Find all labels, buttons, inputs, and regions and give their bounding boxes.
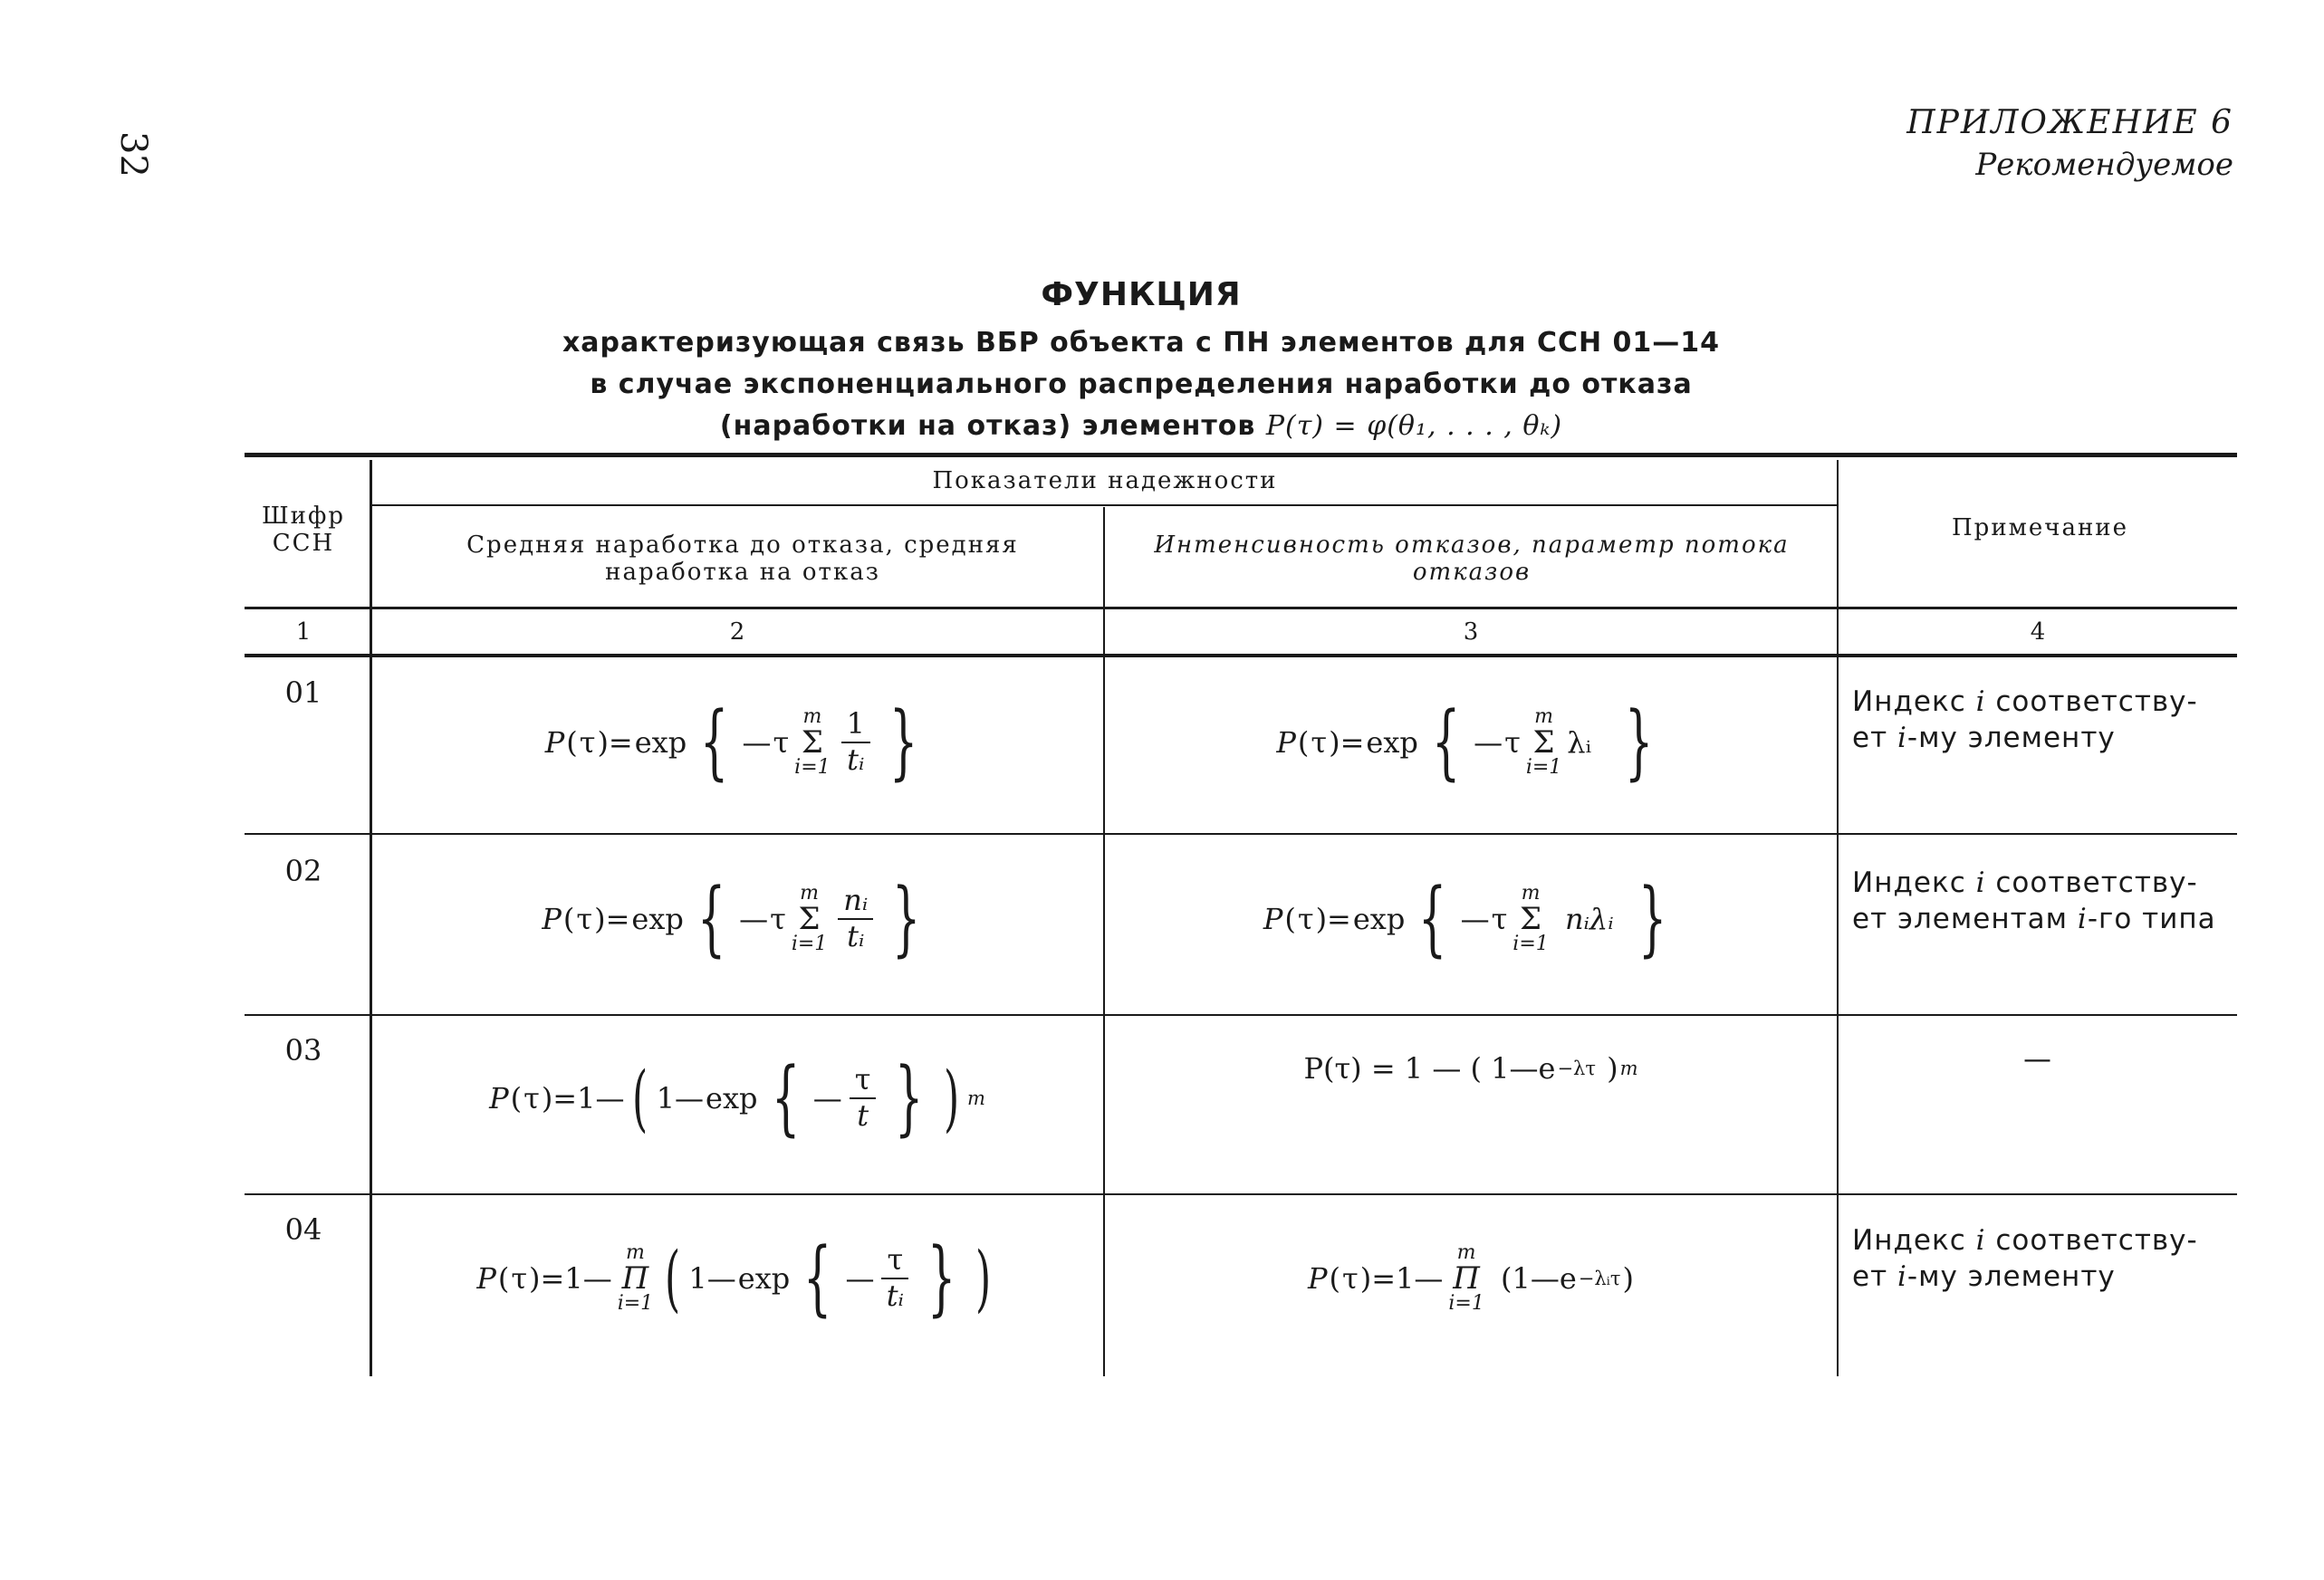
document-heading (507, 276, 1775, 447)
header-note: Примечание (1952, 514, 2128, 541)
row-02-mtbf-formula: P ( τ )= exp { — τ m Σ i=1 $\frac{\text{nᵢ}}{\text{tᵢ}}$ } (542, 871, 921, 966)
row-03-note: — (2023, 1043, 2052, 1076)
row-03-mtbf-formula: P ( τ )=1— ( 1— exp { — $\frac{\tau}{t}$ } ) m (489, 1050, 985, 1145)
colnum-3: 3 (1463, 618, 1479, 646)
heading-line-3-text: (наработки на отказ) элементов (719, 410, 1256, 442)
rule-colnum-bottom (245, 654, 2237, 657)
row-02-note: Индекс i соответству- ет элементам i-го типа (1852, 867, 2216, 935)
heading-formula: P(τ) = φ(θ₁, . . . , θₖ) (1265, 410, 1563, 442)
row-04-rate-formula: P ( τ )=1— m Π i=1 (1—e −λᵢτ ) (1307, 1241, 1635, 1315)
colnum-1: 1 (295, 618, 312, 646)
row-02-rate-formula: P ( τ )= exp { — τ m Σ i=1 nᵢλᵢ } (1263, 871, 1667, 966)
colnum-4: 4 (2030, 618, 2046, 646)
rule-indicators (371, 504, 1839, 506)
row-01-note: Индекс i соответству- ет i-му элементу (1852, 685, 2198, 754)
heading-main: ФУНКЦИЯ (1041, 276, 1242, 313)
rule-top (245, 453, 2237, 457)
row-01-mtbf-formula: P ( τ )= exp { — τ m Σ i=1 $\frac{1}{\text{tᵢ}}$ } (544, 694, 918, 790)
colnum-2: 2 (729, 618, 745, 646)
row-04-code: 04 (284, 1212, 322, 1247)
row-03-code: 03 (284, 1033, 322, 1068)
col-rule-3 (1837, 460, 1839, 1376)
row-04-note: Индекс i соответству- ет i-му элементу (1852, 1224, 2198, 1293)
heading-line-2: в случае экспоненциального распределения наработки до отказа (590, 369, 1693, 400)
row-04-mtbf-formula: P ( τ )=1— m Π i=1 ( 1— exp { — $\frac{\tau}{\text{tᵢ}}$ } ) (476, 1230, 992, 1326)
header-code: Шифр ССН (262, 503, 345, 557)
appendix-label (1906, 104, 2233, 183)
row-03-rate-formula: P(τ) = 1 — ( 1—e −λτ ) m (1303, 1051, 1638, 1086)
page-number: 32 (112, 131, 154, 177)
appendix-subtitle: Рекомендуемое (1975, 147, 2233, 183)
reliability-table (245, 453, 2237, 1376)
rule-row-2 (245, 1014, 2237, 1016)
row-02-code: 02 (284, 854, 322, 888)
appendix-title: ПРИЛОЖЕНИЕ 6 (1906, 104, 2233, 141)
heading-line-3 (507, 406, 1775, 447)
header-indicators: Показатели надежности (932, 467, 1278, 494)
row-01-code: 01 (284, 675, 322, 710)
heading-line-1: характеризующая связь ВБР объекта с ПН элементов для ССН 01—14 (562, 327, 1721, 359)
header-failure-rate: Интенсивность отказов, параметр потока отказов (1154, 531, 1790, 586)
rule-header-bottom (245, 607, 2237, 609)
row-01-rate-formula: P ( τ )= exp { — τ m Σ i=1 λᵢ } (1276, 694, 1654, 790)
rule-row-3 (245, 1193, 2237, 1195)
rule-row-1 (245, 833, 2237, 835)
header-mtbf: Средняя наработка до отказа, средняя наработка на отказ (466, 531, 1019, 586)
